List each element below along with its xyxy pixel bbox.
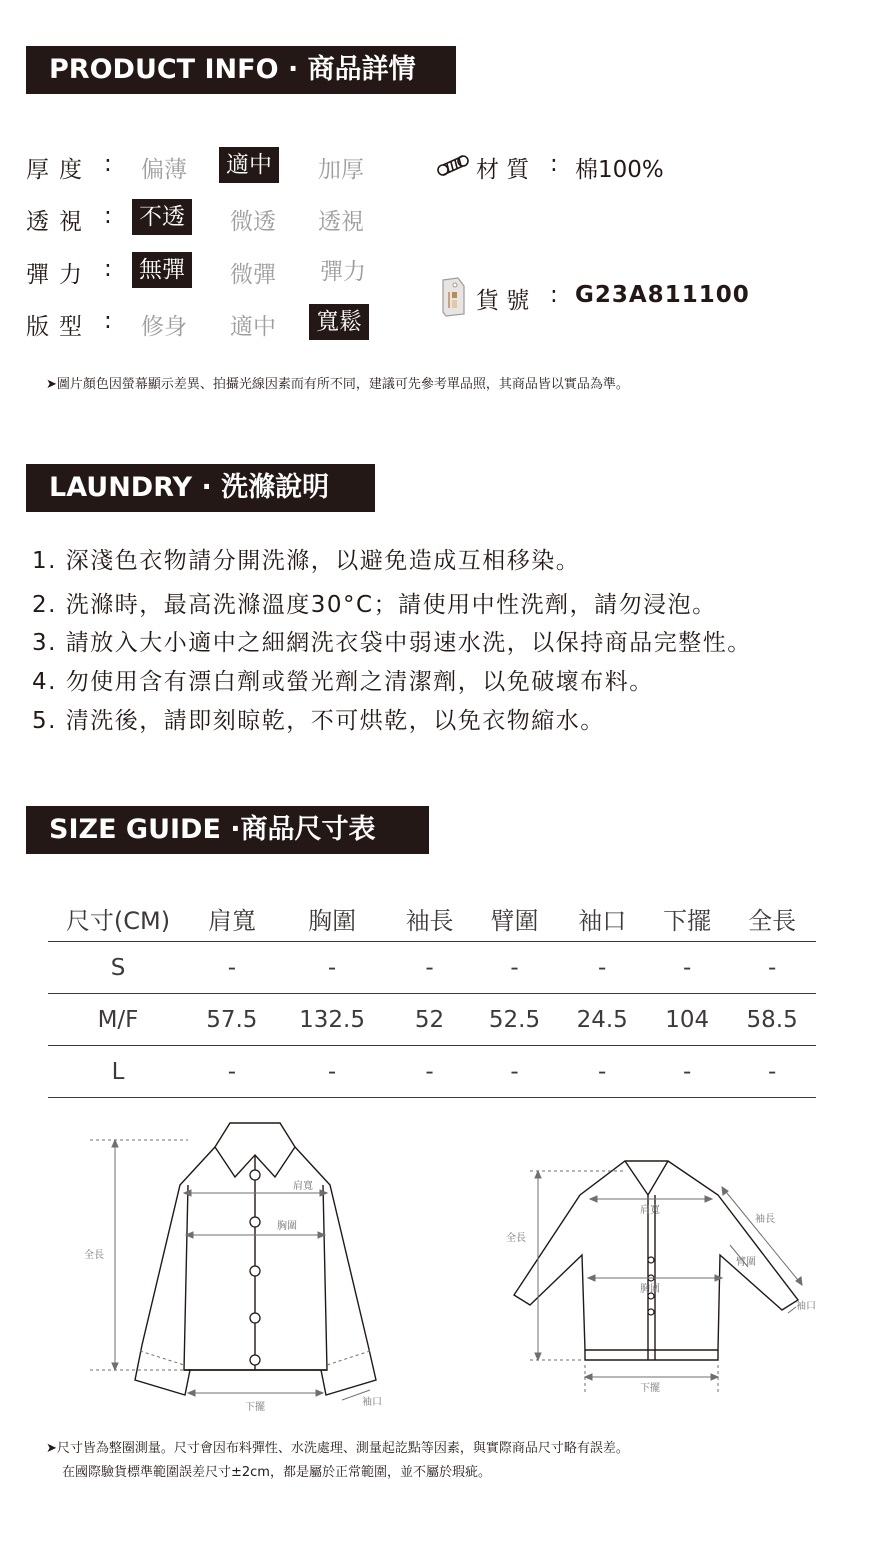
value-cell: - (276, 942, 389, 994)
column-header: 胸圍 (276, 895, 389, 942)
hem-label: 下擺 (640, 1383, 660, 1394)
thread-spool-icon (436, 154, 472, 178)
sleeve-label: 袖長 (755, 1214, 775, 1225)
value-cell: - (188, 942, 276, 994)
attribute-colon: : (104, 203, 112, 229)
value-cell: - (188, 1046, 276, 1098)
value-cell: 52 (388, 994, 470, 1046)
column-header: 下擺 (646, 895, 728, 942)
value-cell: - (388, 1046, 470, 1098)
value-cell: - (471, 942, 559, 994)
table-row (48, 942, 816, 994)
value-cell: 132.5 (276, 994, 389, 1046)
attribute-option: 修身 (141, 314, 187, 340)
table-row (48, 1046, 816, 1098)
value-cell: - (646, 942, 728, 994)
cardigan-measurement-diagram (500, 1155, 830, 1400)
value-cell: - (558, 942, 646, 994)
attribute-option: 彈力 (320, 259, 366, 285)
value-cell: - (728, 1046, 816, 1098)
attribute-colon: : (104, 308, 112, 334)
column-header: 袖長 (388, 895, 470, 942)
shoulder-label: 肩寬 (640, 1205, 660, 1216)
product-color-note: ➤圖片顏色因螢幕顯示差異、拍攝光線因素而有所不同，建議可先參考單品照，其商品皆以實品為準。 (46, 377, 629, 392)
column-header: 臂圍 (471, 895, 559, 942)
attribute-option-selected: 寬鬆 (309, 304, 369, 340)
value-cell: - (646, 1046, 728, 1098)
laundry-header: LAUNDRY · 洗滌說明 (26, 464, 375, 512)
laundry-item: 3. 請放入大小適中之細網洗衣袋中弱速水洗，以保持商品完整性。 (32, 630, 752, 656)
material-value: 棉100% (575, 157, 664, 183)
sku-label: 貨 號 (476, 288, 530, 314)
attribute-colon: : (104, 151, 112, 177)
length-label: 全長 (84, 1250, 104, 1261)
attribute-option: 微彈 (230, 262, 276, 288)
value-cell: - (728, 942, 816, 994)
attribute-label: 透視 (26, 209, 92, 235)
arm-label: 臂圍 (736, 1257, 756, 1268)
attribute-option-selected: 適中 (219, 147, 279, 183)
value-cell: - (388, 942, 470, 994)
sku-value: G23A811100 (575, 282, 750, 308)
size-guide-header: SIZE GUIDE ·商品尺寸表 (26, 806, 429, 854)
laundry-item: 2. 洗滌時，最高洗滌溫度30°C；請使用中性洗劑，請勿浸泡。 (32, 592, 717, 618)
shoulder-label: 肩寬 (293, 1181, 313, 1192)
attribute-option: 微透 (230, 209, 276, 235)
shirt-measurement-diagram (80, 1115, 400, 1420)
size-note-line2: 在國際驗貨標準範圍誤差尺寸±2cm，都是屬於正常範圍，並不屬於瑕疵。 (62, 1465, 491, 1480)
table-row (48, 994, 816, 1046)
attribute-option-selected: 無彈 (132, 252, 192, 288)
hem-label: 下擺 (245, 1402, 265, 1413)
attribute-option: 加厚 (318, 157, 364, 183)
laundry-item: 4. 勿使用含有漂白劑或螢光劑之清潔劑，以免破壞布料。 (32, 669, 654, 695)
attribute-label: 版型 (26, 314, 92, 340)
product-info-header: PRODUCT INFO · 商品詳情 (26, 46, 456, 94)
value-cell: - (558, 1046, 646, 1098)
size-table (48, 895, 816, 1098)
size-cell: M/F (48, 994, 188, 1046)
column-header: 肩寬 (188, 895, 276, 942)
value-cell: 24.5 (558, 994, 646, 1046)
laundry-item: 5. 清洗後，請即刻晾乾，不可烘乾，以免衣物縮水。 (32, 708, 605, 734)
size-cell: S (48, 942, 188, 994)
material-colon: : (550, 151, 558, 177)
value-cell: - (471, 1046, 559, 1098)
column-header: 全長 (728, 895, 816, 942)
value-cell: 52.5 (471, 994, 559, 1046)
column-header: 尺寸(CM) (48, 895, 188, 942)
value-cell: 58.5 (728, 994, 816, 1046)
attribute-option-selected: 不透 (132, 199, 192, 235)
attribute-option: 透視 (318, 209, 364, 235)
sku-colon: : (550, 282, 558, 308)
attribute-option: 適中 (230, 314, 276, 340)
length-label: 全長 (506, 1233, 526, 1244)
chest-label: 胸圍 (277, 1221, 297, 1232)
chest-label: 胸圍 (640, 1284, 660, 1295)
size-note-line1: ➤尺寸皆為整圈測量。尺寸會因布料彈性、水洗處理、測量起訖點等因素，與實際商品尺寸略有誤差。 (46, 1441, 629, 1456)
attribute-option: 偏薄 (141, 157, 187, 183)
material-label: 材 質 (476, 157, 530, 183)
hang-tag-icon (440, 276, 466, 320)
size-table-header-row (48, 895, 816, 942)
attribute-label: 厚度 (26, 157, 92, 183)
cuff-label: 袖口 (362, 1397, 382, 1408)
laundry-item: 1. 深淺色衣物請分開洗滌，以避免造成互相移染。 (32, 548, 581, 574)
attribute-label: 彈力 (26, 262, 92, 288)
size-cell: L (48, 1046, 188, 1098)
cuff-label: 袖口 (796, 1301, 816, 1312)
value-cell: 104 (646, 994, 728, 1046)
value-cell: 57.5 (188, 994, 276, 1046)
value-cell: - (276, 1046, 389, 1098)
column-header: 袖口 (558, 895, 646, 942)
attribute-colon: : (104, 256, 112, 282)
